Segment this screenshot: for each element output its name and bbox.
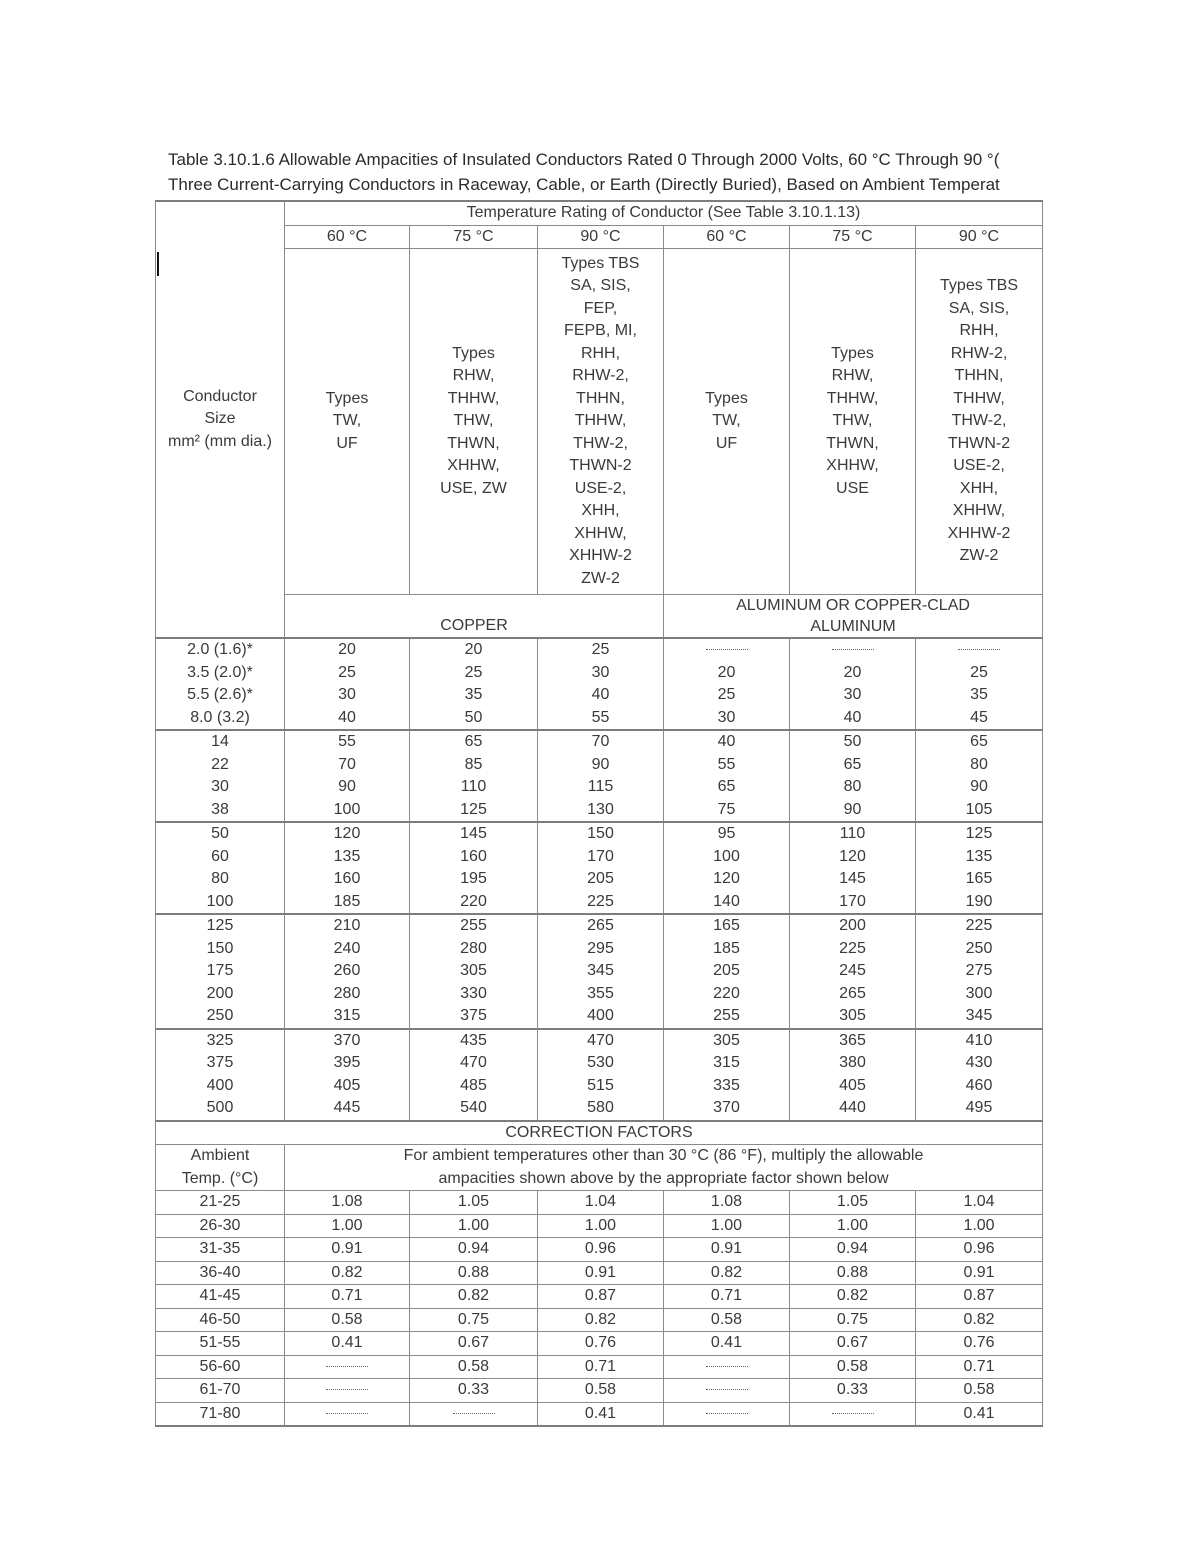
ampacity-cell: 95 xyxy=(664,822,790,846)
ampacity-cell: 140 xyxy=(664,891,790,915)
ampacity-cell: 410 xyxy=(916,1029,1043,1053)
correction-note: For ambient temperatures other than 30 °C (86 °F), multiply the allowable ampacities shown above by the appropriate factor shown below xyxy=(285,1145,1043,1191)
ampacity-cell: 460 xyxy=(916,1075,1043,1098)
ampacity-cell: 315 xyxy=(285,1005,410,1029)
ampacity-cell: 295 xyxy=(538,938,664,961)
correction-factor-cell xyxy=(285,1402,410,1426)
temperature-rating-header: Temperature Rating of Conductor (See Table 3.10.1.13) xyxy=(285,201,1043,225)
table-row xyxy=(156,822,1043,846)
ampacity-cell: 400 xyxy=(538,1005,664,1029)
conductor-size-cell: 5.5 (2.6)* xyxy=(156,684,285,707)
ampacity-cell: 275 xyxy=(916,960,1043,983)
conductor-size-cell: 22 xyxy=(156,754,285,777)
types-header-5: Types TBS SA, SIS, RHH, RHW-2, THHN, THHW, THW-2, THWN-2 USE-2, XHH, XHHW, XHHW-2 ZW-2 xyxy=(916,249,1043,595)
conductor-size-cell: 60 xyxy=(156,846,285,869)
ampacity-cell: 265 xyxy=(538,914,664,938)
correction-factor-cell: 0.75 xyxy=(410,1308,538,1332)
correction-factor-cell: 0.94 xyxy=(790,1238,916,1262)
ampacity-cell: 170 xyxy=(790,891,916,915)
conductor-size-header: Conductor Size mm² (mm dia.) xyxy=(156,201,285,638)
table-row xyxy=(156,707,1043,731)
ampacity-cell: 370 xyxy=(285,1029,410,1053)
ampacity-cell: 225 xyxy=(790,938,916,961)
ampacity-cell: 345 xyxy=(538,960,664,983)
conductor-size-cell: 3.5 (2.0)* xyxy=(156,662,285,685)
correction-factor-cell: 0.71 xyxy=(538,1355,664,1379)
conductor-size-cell: 150 xyxy=(156,938,285,961)
ampacity-cell: 25 xyxy=(538,638,664,662)
ambient-temp-cell: 46-50 xyxy=(156,1308,285,1332)
table-row xyxy=(156,868,1043,891)
ampacity-cell: 405 xyxy=(790,1075,916,1098)
correction-factor-cell: 0.67 xyxy=(410,1332,538,1356)
correction-factor-cell: 1.08 xyxy=(664,1191,790,1215)
ampacity-cell: 50 xyxy=(410,707,538,731)
ampacity-cell: 265 xyxy=(790,983,916,1006)
ampacity-cell: 135 xyxy=(285,846,410,869)
table-row xyxy=(156,1097,1043,1121)
ampacity-cell: 220 xyxy=(410,891,538,915)
ampacity-cell: 65 xyxy=(790,754,916,777)
ampacity-cell: 365 xyxy=(790,1029,916,1053)
table-row xyxy=(156,938,1043,961)
ampacity-cell: 205 xyxy=(664,960,790,983)
correction-factor-cell: 0.87 xyxy=(916,1285,1043,1309)
temp-header-5: 90 °C xyxy=(916,225,1043,249)
ampacity-cell: 45 xyxy=(916,707,1043,731)
ambient-temp-cell: 41-45 xyxy=(156,1285,285,1309)
ampacity-cell: 375 xyxy=(410,1005,538,1029)
dash-mark xyxy=(958,649,1000,650)
ampacity-cell: 55 xyxy=(538,707,664,731)
ampacity-cell: 440 xyxy=(790,1097,916,1121)
correction-factor-cell: 0.88 xyxy=(790,1261,916,1285)
ampacity-cell: 20 xyxy=(410,638,538,662)
correction-factor-cell: 0.58 xyxy=(538,1379,664,1403)
ampacity-cell: 430 xyxy=(916,1052,1043,1075)
ampacity-cell xyxy=(916,638,1043,662)
ampacity-cell: 485 xyxy=(410,1075,538,1098)
ambient-temp-cell: 31-35 xyxy=(156,1238,285,1262)
ampacity-cell: 35 xyxy=(410,684,538,707)
table-row xyxy=(156,1029,1043,1053)
table-row xyxy=(156,754,1043,777)
correction-factor-cell: 1.05 xyxy=(790,1191,916,1215)
ambient-temp-cell: 61-70 xyxy=(156,1379,285,1403)
correction-factor-cell: 0.91 xyxy=(664,1238,790,1262)
correction-factor-cell: 0.41 xyxy=(916,1402,1043,1426)
dash-mark xyxy=(706,1389,748,1390)
ampacity-cell: 225 xyxy=(916,914,1043,938)
correction-factor-cell xyxy=(285,1379,410,1403)
table-row xyxy=(156,1355,1043,1379)
ampacity-cell: 55 xyxy=(285,730,410,754)
table-row xyxy=(156,730,1043,754)
conductor-size-cell: 8.0 (3.2) xyxy=(156,707,285,731)
types-header-0: Types TW, UF xyxy=(285,249,410,595)
ampacity-cell xyxy=(664,638,790,662)
table-row xyxy=(156,662,1043,685)
ampacity-cell: 470 xyxy=(410,1052,538,1075)
ampacity-cell: 580 xyxy=(538,1097,664,1121)
ampacity-cell: 380 xyxy=(790,1052,916,1075)
table-row xyxy=(156,1005,1043,1029)
ampacity-cell: 80 xyxy=(916,754,1043,777)
table-row xyxy=(156,1379,1043,1403)
conductor-size-cell: 375 xyxy=(156,1052,285,1075)
ampacity-cell: 355 xyxy=(538,983,664,1006)
correction-factor-cell: 1.00 xyxy=(916,1214,1043,1238)
table-row xyxy=(156,960,1043,983)
ampacity-cell: 25 xyxy=(285,662,410,685)
ampacity-cell: 245 xyxy=(790,960,916,983)
ampacity-cell: 110 xyxy=(790,822,916,846)
ampacity-cell: 100 xyxy=(285,799,410,823)
ampacity-cell: 335 xyxy=(664,1075,790,1098)
table-row xyxy=(156,1238,1043,1262)
correction-factor-cell: 1.00 xyxy=(664,1214,790,1238)
table-row xyxy=(156,799,1043,823)
ampacity-cell: 515 xyxy=(538,1075,664,1098)
table-row xyxy=(156,776,1043,799)
correction-factor-cell: 0.75 xyxy=(790,1308,916,1332)
table-row xyxy=(156,1214,1043,1238)
ampacity-cell: 210 xyxy=(285,914,410,938)
correction-factor-cell: 0.33 xyxy=(410,1379,538,1403)
correction-factor-cell: 0.71 xyxy=(285,1285,410,1309)
correction-factor-cell: 1.08 xyxy=(285,1191,410,1215)
correction-factor-cell: 0.82 xyxy=(664,1261,790,1285)
table-row xyxy=(156,1308,1043,1332)
ambient-temp-cell: 21-25 xyxy=(156,1191,285,1215)
types-header-4: Types RHW, THHW, THW, THWN, XHHW, USE xyxy=(790,249,916,595)
ampacity-cell: 90 xyxy=(790,799,916,823)
dash-mark xyxy=(832,1413,874,1414)
conductor-size-cell: 100 xyxy=(156,891,285,915)
conductor-size-cell: 250 xyxy=(156,1005,285,1029)
correction-factor-cell: 0.58 xyxy=(285,1308,410,1332)
ampacity-cell: 80 xyxy=(790,776,916,799)
correction-factor-cell: 0.41 xyxy=(285,1332,410,1356)
ampacity-cell: 260 xyxy=(285,960,410,983)
ampacity-cell: 240 xyxy=(285,938,410,961)
ampacity-cell: 305 xyxy=(664,1029,790,1053)
ampacity-cell: 305 xyxy=(410,960,538,983)
ampacity-cell: 105 xyxy=(916,799,1043,823)
conductor-size-cell: 400 xyxy=(156,1075,285,1098)
correction-factor-cell xyxy=(664,1355,790,1379)
ampacity-cell: 110 xyxy=(410,776,538,799)
ampacity-cell: 25 xyxy=(916,662,1043,685)
table-caption-line1: Table 3.10.1.6 Allowable Ampacities of Insulated Conductors Rated 0 Through 2000 Volts, 60 °C Through 90 °( xyxy=(168,150,1000,169)
ampacity-cell: 90 xyxy=(538,754,664,777)
ambient-temp-cell: 71-80 xyxy=(156,1402,285,1426)
correction-factor-cell: 0.96 xyxy=(916,1238,1043,1262)
ampacity-cell: 250 xyxy=(916,938,1043,961)
table-row xyxy=(156,1332,1043,1356)
ampacity-cell: 55 xyxy=(664,754,790,777)
ampacity-cell: 40 xyxy=(538,684,664,707)
dash-mark xyxy=(453,1413,495,1414)
ampacity-cell: 90 xyxy=(916,776,1043,799)
correction-factor-cell: 1.04 xyxy=(538,1191,664,1215)
ampacity-cell: 405 xyxy=(285,1075,410,1098)
ampacity-cell: 40 xyxy=(285,707,410,731)
ampacity-cell: 30 xyxy=(538,662,664,685)
ampacity-cell: 130 xyxy=(538,799,664,823)
ampacity-cell: 20 xyxy=(790,662,916,685)
conductor-size-cell: 175 xyxy=(156,960,285,983)
ampacity-cell: 160 xyxy=(285,868,410,891)
correction-factor-cell: 1.00 xyxy=(538,1214,664,1238)
ampacity-cell: 120 xyxy=(664,868,790,891)
correction-factor-cell xyxy=(664,1379,790,1403)
correction-factor-cell: 0.82 xyxy=(790,1285,916,1309)
dash-mark xyxy=(706,649,748,650)
conductor-size-cell: 2.0 (1.6)* xyxy=(156,638,285,662)
ampacity-cell: 160 xyxy=(410,846,538,869)
correction-factor-cell: 0.88 xyxy=(410,1261,538,1285)
ampacity-cell: 195 xyxy=(410,868,538,891)
correction-factor-cell: 0.71 xyxy=(916,1355,1043,1379)
ampacity-cell: 65 xyxy=(664,776,790,799)
correction-factor-cell: 0.82 xyxy=(916,1308,1043,1332)
correction-factor-cell: 1.00 xyxy=(285,1214,410,1238)
correction-factor-cell: 1.00 xyxy=(410,1214,538,1238)
correction-factor-cell: 0.91 xyxy=(916,1261,1043,1285)
ampacity-table xyxy=(155,200,1043,1427)
ampacity-cell: 200 xyxy=(790,914,916,938)
correction-factor-cell: 0.76 xyxy=(538,1332,664,1356)
dash-mark xyxy=(326,1389,368,1390)
ampacity-cell: 255 xyxy=(410,914,538,938)
correction-factor-cell: 0.96 xyxy=(538,1238,664,1262)
correction-factors-title: CORRECTION FACTORS xyxy=(156,1121,1043,1145)
correction-factor-cell: 1.00 xyxy=(790,1214,916,1238)
table-row xyxy=(156,684,1043,707)
conductor-size-cell: 325 xyxy=(156,1029,285,1053)
correction-factor-cell: 0.33 xyxy=(790,1379,916,1403)
table-row xyxy=(156,914,1043,938)
ampacity-cell: 115 xyxy=(538,776,664,799)
table-row xyxy=(156,1052,1043,1075)
types-header-1: Types RHW, THHW, THW, THWN, XHHW, USE, ZW xyxy=(410,249,538,595)
ampacity-cell: 145 xyxy=(790,868,916,891)
ampacity-cell: 185 xyxy=(285,891,410,915)
ampacity-cell: 345 xyxy=(916,1005,1043,1029)
correction-factor-cell: 1.05 xyxy=(410,1191,538,1215)
table-row xyxy=(156,1191,1043,1215)
ampacity-cell: 395 xyxy=(285,1052,410,1075)
ampacity-cell: 280 xyxy=(285,983,410,1006)
ampacity-cell: 165 xyxy=(916,868,1043,891)
ampacity-cell: 330 xyxy=(410,983,538,1006)
ampacity-cell: 145 xyxy=(410,822,538,846)
ampacity-cell: 120 xyxy=(285,822,410,846)
ampacity-cell: 225 xyxy=(538,891,664,915)
ampacity-cell: 280 xyxy=(410,938,538,961)
ampacity-cell: 445 xyxy=(285,1097,410,1121)
table-row xyxy=(156,638,1043,662)
ampacity-cell: 435 xyxy=(410,1029,538,1053)
correction-factor-cell: 0.58 xyxy=(790,1355,916,1379)
correction-factor-cell: 0.76 xyxy=(916,1332,1043,1356)
ampacity-cell: 470 xyxy=(538,1029,664,1053)
ampacity-cell: 205 xyxy=(538,868,664,891)
correction-factor-cell: 0.71 xyxy=(664,1285,790,1309)
ampacity-cell: 495 xyxy=(916,1097,1043,1121)
table-caption-line2: Three Current-Carrying Conductors in Raceway, Cable, or Earth (Directly Buried), Based on Ambient Temperat xyxy=(168,175,1000,194)
ampacity-cell: 20 xyxy=(285,638,410,662)
ampacity-cell: 125 xyxy=(410,799,538,823)
conductor-size-cell: 50 xyxy=(156,822,285,846)
correction-factor-cell: 0.91 xyxy=(538,1261,664,1285)
temp-header-3: 60 °C xyxy=(664,225,790,249)
conductor-size-cell: 500 xyxy=(156,1097,285,1121)
copper-header: COPPER xyxy=(285,595,664,639)
ampacity-cell: 100 xyxy=(664,846,790,869)
ampacity-cell: 90 xyxy=(285,776,410,799)
ampacity-cell: 190 xyxy=(916,891,1043,915)
ambient-temp-cell: 26-30 xyxy=(156,1214,285,1238)
ampacity-cell: 75 xyxy=(664,799,790,823)
conductor-size-cell: 30 xyxy=(156,776,285,799)
correction-factor-cell: 0.82 xyxy=(285,1261,410,1285)
ampacity-cell: 220 xyxy=(664,983,790,1006)
correction-factor-cell: 0.91 xyxy=(285,1238,410,1262)
ampacity-cell: 70 xyxy=(538,730,664,754)
ampacity-cell: 30 xyxy=(790,684,916,707)
aluminum-header: ALUMINUM OR COPPER-CLAD ALUMINUM xyxy=(664,595,1043,639)
ambient-temp-cell: 51-55 xyxy=(156,1332,285,1356)
ampacity-cell: 30 xyxy=(285,684,410,707)
ampacity-cell: 125 xyxy=(916,822,1043,846)
table-row xyxy=(156,1075,1043,1098)
ambient-temp-cell: 56-60 xyxy=(156,1355,285,1379)
table-row xyxy=(156,983,1043,1006)
ampacity-cell: 255 xyxy=(664,1005,790,1029)
temp-header-1: 75 °C xyxy=(410,225,538,249)
ampacity-cell xyxy=(790,638,916,662)
ampacity-cell: 370 xyxy=(664,1097,790,1121)
ampacity-cell: 85 xyxy=(410,754,538,777)
correction-factor-cell xyxy=(790,1402,916,1426)
ampacity-cell: 65 xyxy=(916,730,1043,754)
correction-factor-cell xyxy=(664,1402,790,1426)
conductor-size-cell: 38 xyxy=(156,799,285,823)
table-row xyxy=(156,1285,1043,1309)
ampacity-cell: 25 xyxy=(664,684,790,707)
ampacity-cell: 305 xyxy=(790,1005,916,1029)
ampacity-cell: 30 xyxy=(664,707,790,731)
correction-factor-cell: 0.94 xyxy=(410,1238,538,1262)
ampacity-cell: 70 xyxy=(285,754,410,777)
correction-factor-cell xyxy=(285,1355,410,1379)
ampacity-cell: 300 xyxy=(916,983,1043,1006)
correction-factor-cell: 0.82 xyxy=(410,1285,538,1309)
ampacity-cell: 315 xyxy=(664,1052,790,1075)
types-header-2: Types TBS SA, SIS, FEP, FEPB, MI, RHH, RHW-2, THHN, THHW, THW-2, THWN-2 USE-2, XHH, XHHW, XHHW-2 ZW-2 xyxy=(538,249,664,595)
types-header-3: Types TW, UF xyxy=(664,249,790,595)
conductor-size-cell: 80 xyxy=(156,868,285,891)
ampacity-cell: 25 xyxy=(410,662,538,685)
ampacity-cell: 120 xyxy=(790,846,916,869)
ampacity-cell: 50 xyxy=(790,730,916,754)
ampacity-cell: 65 xyxy=(410,730,538,754)
ampacity-cell: 40 xyxy=(790,707,916,731)
correction-factor-cell: 0.41 xyxy=(538,1402,664,1426)
ampacity-cell: 40 xyxy=(664,730,790,754)
correction-factor-cell: 0.82 xyxy=(538,1308,664,1332)
ampacity-cell: 20 xyxy=(664,662,790,685)
table-row xyxy=(156,891,1043,915)
table-row xyxy=(156,846,1043,869)
ambient-temp-header: Ambient Temp. (°C) xyxy=(156,1145,285,1191)
ampacity-cell: 165 xyxy=(664,914,790,938)
dash-mark xyxy=(326,1413,368,1414)
dash-mark xyxy=(832,649,874,650)
ambient-temp-cell: 36-40 xyxy=(156,1261,285,1285)
dash-mark xyxy=(706,1413,748,1414)
ampacity-cell: 35 xyxy=(916,684,1043,707)
temp-header-4: 75 °C xyxy=(790,225,916,249)
conductor-size-cell: 14 xyxy=(156,730,285,754)
correction-factor-cell: 0.58 xyxy=(916,1379,1043,1403)
correction-factor-cell: 0.87 xyxy=(538,1285,664,1309)
ampacity-cell: 170 xyxy=(538,846,664,869)
correction-factor-cell: 0.58 xyxy=(664,1308,790,1332)
temp-header-2: 90 °C xyxy=(538,225,664,249)
table-row xyxy=(156,1402,1043,1426)
temp-header-0: 60 °C xyxy=(285,225,410,249)
correction-factor-cell xyxy=(410,1402,538,1426)
dash-mark xyxy=(706,1366,748,1367)
correction-factor-cell: 0.58 xyxy=(410,1355,538,1379)
ampacity-cell: 150 xyxy=(538,822,664,846)
ampacity-cell: 530 xyxy=(538,1052,664,1075)
dash-mark xyxy=(326,1366,368,1367)
correction-factor-cell: 0.41 xyxy=(664,1332,790,1356)
ampacity-cell: 135 xyxy=(916,846,1043,869)
table-row xyxy=(156,1261,1043,1285)
ampacity-cell: 540 xyxy=(410,1097,538,1121)
conductor-size-cell: 200 xyxy=(156,983,285,1006)
correction-factor-cell: 0.67 xyxy=(790,1332,916,1356)
ampacity-cell: 185 xyxy=(664,938,790,961)
conductor-size-cell: 125 xyxy=(156,914,285,938)
correction-factor-cell: 1.04 xyxy=(916,1191,1043,1215)
